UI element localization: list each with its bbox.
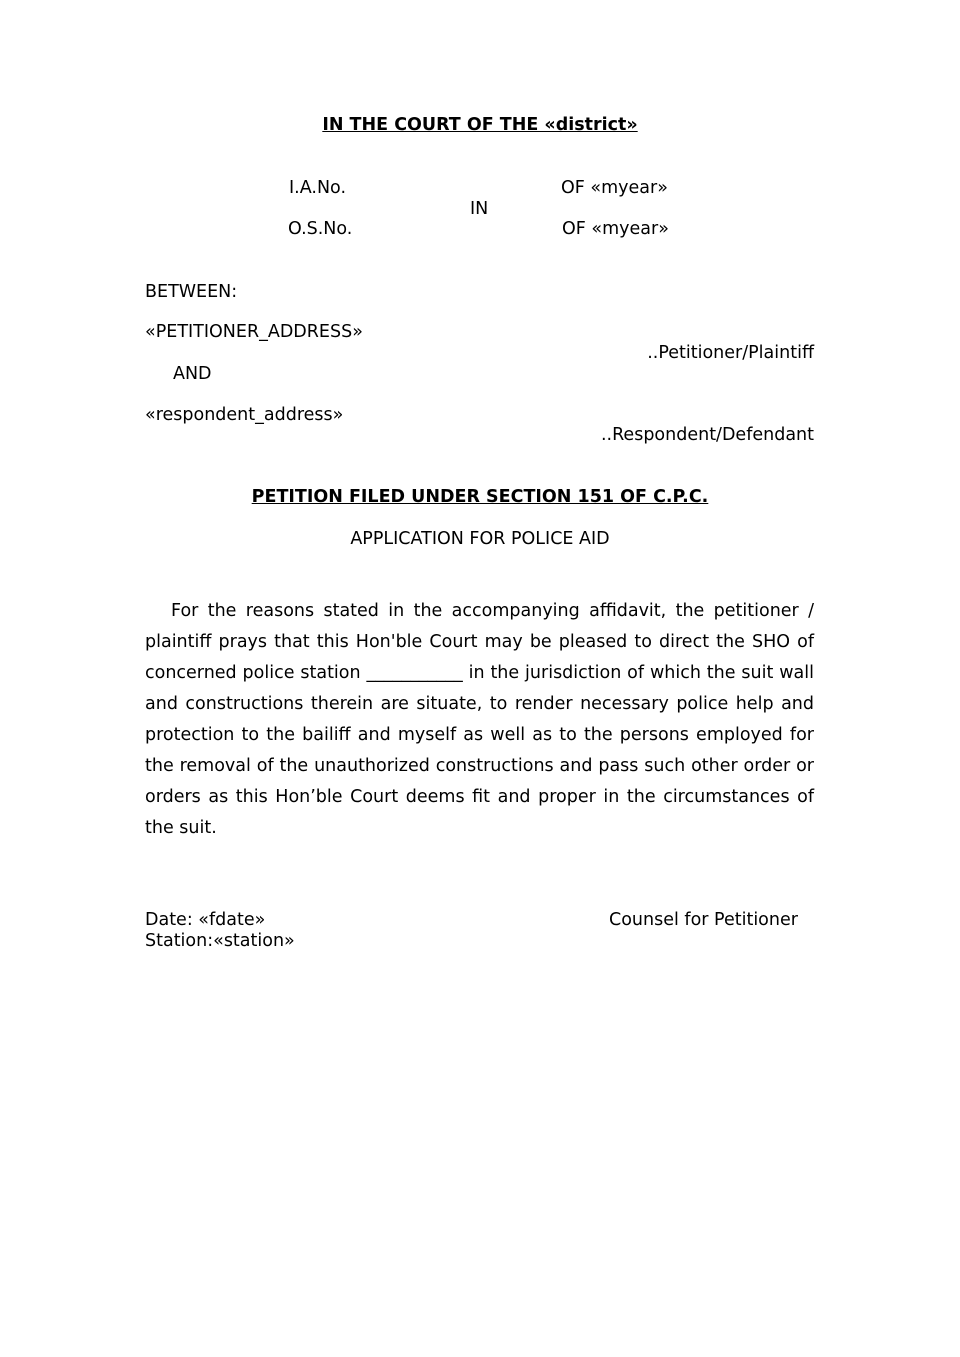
in-label: IN	[470, 199, 489, 219]
petition-body: For the reasons stated in the accompanying affidavit, the petitioner / plaintiff prays that this Hon'ble Court may be pleased to direct the SHO of concerned police station ___________ in the jurisdiction of which the suit wall and constructions therein are situate, to render necessary police help and protection to the bailiff and myself as well as to the persons employed for the removal of the unauthorized constructions and pass such other order or orders as this Hon’ble Court deems fit and proper in the circumstances of the suit.	[145, 601, 814, 838]
station-line: Station:«station»	[145, 931, 295, 951]
respondent-role: ..Respondent/Defendant	[600, 425, 814, 445]
counsel-signature-line: Counsel for Petitioner	[609, 910, 798, 930]
between-label: BETWEEN:	[145, 282, 238, 302]
and-label: AND	[173, 364, 212, 384]
date-line: Date: «fdate»	[145, 910, 266, 930]
petitioner-address: «PETITIONER_ADDRESS»	[145, 322, 363, 342]
petition-heading: PETITION FILED UNDER SECTION 151 OF C.P.C.	[251, 487, 709, 507]
petitioner-role: ..Petitioner/Plaintiff	[647, 343, 814, 363]
os-year: OF «myear»	[562, 219, 669, 239]
petition-subheading: APPLICATION FOR POLICE AID	[350, 529, 610, 549]
court-title: IN THE COURT OF THE «district»	[322, 115, 638, 135]
respondent-address: «respondent_address»	[145, 405, 344, 425]
ia-number-label: I.A.No.	[289, 178, 347, 198]
ia-year: OF «myear»	[561, 178, 668, 198]
os-number-label: O.S.No.	[288, 219, 353, 239]
